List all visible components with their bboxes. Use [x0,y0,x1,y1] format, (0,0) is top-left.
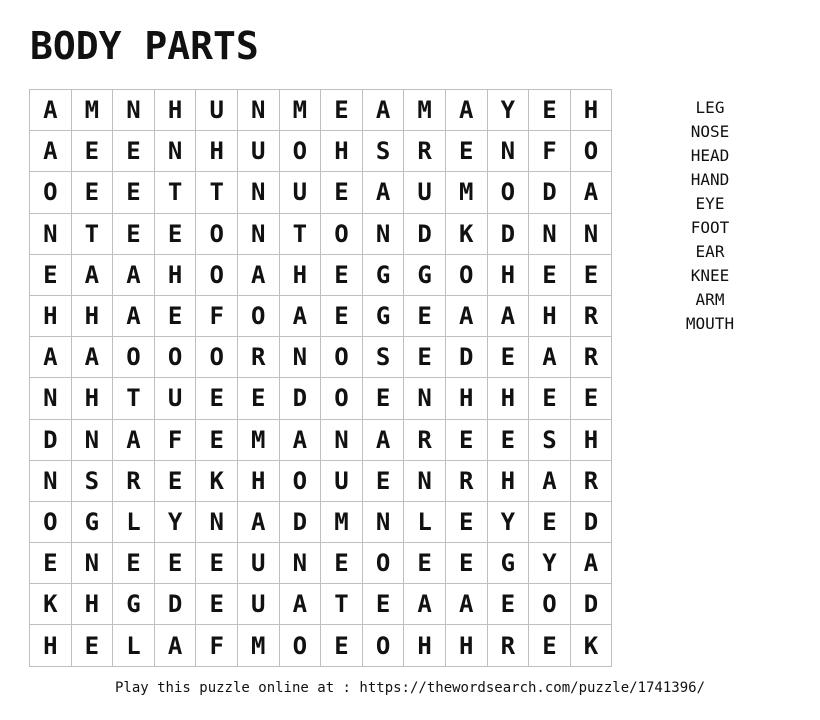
grid-cell[interactable]: U [404,172,446,213]
grid-cell[interactable]: N [362,213,404,254]
grid-cell[interactable]: H [487,254,529,295]
grid-cell[interactable]: D [279,378,321,419]
grid-cell[interactable]: H [487,460,529,501]
grid-cell[interactable]: R [570,337,612,378]
grid-cell[interactable]: E [113,543,155,584]
grid-cell[interactable]: O [196,213,238,254]
grid-cell[interactable]: O [154,337,196,378]
grid-cell[interactable]: O [113,337,155,378]
grid-cell[interactable]: A [529,460,571,501]
grid-cell[interactable]: H [570,90,612,131]
grid-row [30,543,612,584]
grid-row [30,501,612,542]
word-list-item: KNEE [690,266,730,285]
grid-cell[interactable]: F [196,295,238,336]
grid-cell[interactable]: N [321,419,363,460]
grid-cell[interactable]: U [321,460,363,501]
grid-cell[interactable]: N [30,460,72,501]
grid-cell[interactable]: U [237,131,279,172]
grid-cell[interactable]: A [279,584,321,625]
grid-cell[interactable]: E [487,419,529,460]
grid-cell[interactable]: A [445,584,487,625]
grid-cell[interactable]: Y [154,501,196,542]
grid-row [30,378,612,419]
grid-cell[interactable]: L [113,501,155,542]
grid-cell[interactable]: D [529,172,571,213]
word-list-item: LEG [695,98,725,117]
grid-cell[interactable]: N [404,460,446,501]
grid-cell[interactable]: E [487,584,529,625]
grid-cell[interactable]: O [237,295,279,336]
word-list-item: NOSE [690,122,730,141]
grid-cell[interactable]: E [362,378,404,419]
grid-cell[interactable]: E [71,172,113,213]
word-list-item: EAR [695,242,725,261]
grid-cell[interactable]: H [196,131,238,172]
grid-cell[interactable]: O [30,172,72,213]
grid-cell[interactable]: U [154,378,196,419]
grid-cell[interactable]: N [71,543,113,584]
grid-cell[interactable]: H [71,584,113,625]
grid-cell[interactable]: O [529,584,571,625]
grid-cell[interactable]: E [71,625,113,666]
grid-cell[interactable]: E [529,90,571,131]
grid-cell[interactable]: H [154,254,196,295]
grid-row [30,254,612,295]
grid-cell[interactable]: H [529,295,571,336]
grid-cell[interactable]: O [196,254,238,295]
grid-row [30,337,612,378]
grid-cell[interactable]: E [196,584,238,625]
grid-cell[interactable]: Y [529,543,571,584]
grid-cell[interactable]: N [362,501,404,542]
grid-cell[interactable]: O [445,254,487,295]
grid-row [30,213,612,254]
grid-cell[interactable]: T [279,213,321,254]
grid-cell[interactable]: H [71,378,113,419]
grid-cell[interactable]: E [529,501,571,542]
grid-cell[interactable]: R [570,295,612,336]
grid-cell[interactable]: U [196,90,238,131]
grid-cell[interactable]: A [30,90,72,131]
grid-cell[interactable]: R [487,625,529,666]
grid-cell[interactable]: O [321,378,363,419]
grid-cell[interactable]: R [445,460,487,501]
grid-cell[interactable]: E [445,131,487,172]
grid-cell[interactable]: T [321,584,363,625]
grid-cell[interactable]: A [404,584,446,625]
grid-cell[interactable]: E [404,337,446,378]
grid-cell[interactable]: A [71,337,113,378]
grid-cell[interactable]: E [445,543,487,584]
grid-cell[interactable]: O [487,172,529,213]
grid-row [30,90,612,131]
grid-cell[interactable]: E [154,460,196,501]
word-list-item: FOOT [690,218,730,237]
grid-cell[interactable]: M [404,90,446,131]
grid-cell[interactable]: N [279,543,321,584]
grid-cell[interactable]: E [321,543,363,584]
word-list-item: HEAD [690,146,730,165]
grid-cell[interactable]: H [445,625,487,666]
grid-cell[interactable]: O [321,337,363,378]
grid-cell[interactable]: E [529,625,571,666]
grid-cell[interactable]: H [154,90,196,131]
grid-cell[interactable]: H [487,378,529,419]
grid-cell[interactable]: E [71,131,113,172]
grid-cell[interactable]: T [71,213,113,254]
grid-cell[interactable]: A [487,295,529,336]
grid-cell[interactable]: E [404,295,446,336]
grid-cell[interactable]: R [113,460,155,501]
grid-row [30,131,612,172]
word-list-item: MOUTH [685,314,735,333]
grid-cell[interactable]: O [362,543,404,584]
grid-cell[interactable]: D [404,213,446,254]
grid-cell[interactable]: N [279,337,321,378]
grid-cell[interactable]: A [445,295,487,336]
grid-cell[interactable]: H [445,378,487,419]
grid-cell[interactable]: F [196,625,238,666]
grid-cell[interactable]: H [321,131,363,172]
grid-cell[interactable]: R [237,337,279,378]
grid-cell[interactable]: A [279,295,321,336]
grid-cell[interactable]: N [487,131,529,172]
grid-cell[interactable]: N [237,90,279,131]
grid-cell[interactable]: G [404,254,446,295]
grid-cell[interactable]: U [237,543,279,584]
grid-cell[interactable]: E [321,295,363,336]
grid-cell[interactable]: S [362,337,404,378]
grid-cell[interactable]: E [154,543,196,584]
grid-cell[interactable]: G [362,254,404,295]
grid-cell[interactable]: K [445,213,487,254]
grid-cell[interactable]: A [445,90,487,131]
grid-cell[interactable]: T [113,378,155,419]
grid-cell[interactable]: N [529,213,571,254]
grid-cell[interactable]: A [30,337,72,378]
grid-cell[interactable]: H [237,460,279,501]
grid-row [30,295,612,336]
grid-cell[interactable]: A [279,419,321,460]
grid-cell[interactable]: E [570,254,612,295]
grid-cell[interactable]: R [404,131,446,172]
grid-cell[interactable]: E [30,254,72,295]
grid-cell[interactable]: D [154,584,196,625]
grid-cell[interactable]: O [321,213,363,254]
grid-cell[interactable]: U [237,584,279,625]
grid-cell[interactable]: A [362,172,404,213]
grid-cell[interactable]: G [362,295,404,336]
grid-cell[interactable]: A [529,337,571,378]
grid-cell[interactable]: O [570,131,612,172]
grid-cell[interactable]: M [71,90,113,131]
grid-cell[interactable]: A [113,295,155,336]
grid-cell[interactable]: L [113,625,155,666]
grid-cell[interactable]: Y [487,90,529,131]
grid-cell[interactable]: N [237,172,279,213]
grid-cell[interactable]: E [237,378,279,419]
grid-cell[interactable]: K [30,584,72,625]
word-list-item: ARM [695,290,725,309]
grid-cell[interactable]: H [404,625,446,666]
grid-cell[interactable]: D [570,584,612,625]
grid-cell[interactable]: N [570,213,612,254]
grid-cell[interactable]: E [445,501,487,542]
grid-cell[interactable]: E [362,460,404,501]
grid-cell[interactable]: D [487,213,529,254]
grid-cell[interactable]: D [279,501,321,542]
grid-cell[interactable]: H [71,295,113,336]
grid-row [30,172,612,213]
grid-cell[interactable]: N [404,378,446,419]
grid-cell[interactable]: E [154,213,196,254]
grid-cell[interactable]: A [71,254,113,295]
grid-cell[interactable]: E [487,337,529,378]
grid-cell[interactable]: A [362,90,404,131]
grid-cell[interactable]: M [445,172,487,213]
grid-cell[interactable]: H [30,295,72,336]
grid-cell[interactable]: E [196,543,238,584]
grid-cell[interactable]: O [279,625,321,666]
grid-cell[interactable]: S [71,460,113,501]
grid-cell[interactable]: E [321,172,363,213]
grid-cell[interactable]: K [570,625,612,666]
grid-cell[interactable]: E [113,172,155,213]
grid-cell[interactable]: N [237,213,279,254]
grid-row [30,419,612,460]
grid-cell[interactable]: E [30,543,72,584]
grid-cell[interactable]: O [279,460,321,501]
grid-cell[interactable]: E [196,378,238,419]
grid-cell[interactable]: R [404,419,446,460]
grid-cell[interactable]: N [196,501,238,542]
word-list-item: HAND [690,170,730,189]
grid-cell[interactable]: M [237,625,279,666]
grid-cell[interactable]: A [154,625,196,666]
grid-cell[interactable]: F [529,131,571,172]
grid-cell[interactable]: G [113,584,155,625]
grid-cell[interactable]: O [362,625,404,666]
grid-cell[interactable]: L [404,501,446,542]
grid-cell[interactable]: N [113,90,155,131]
grid-cell[interactable]: N [30,213,72,254]
grid-cell[interactable]: K [196,460,238,501]
grid-cell[interactable]: E [570,378,612,419]
grid-cell[interactable]: D [30,419,72,460]
grid-cell[interactable]: O [279,131,321,172]
grid-cell[interactable]: E [529,378,571,419]
grid-cell[interactable]: E [113,213,155,254]
grid-cell[interactable]: N [154,131,196,172]
grid-cell[interactable]: A [113,254,155,295]
grid-cell[interactable]: E [321,254,363,295]
grid-cell[interactable]: U [279,172,321,213]
grid-row [30,460,612,501]
grid-cell[interactable]: E [154,295,196,336]
grid-cell[interactable]: E [196,419,238,460]
grid-cell[interactable]: A [237,501,279,542]
grid-cell[interactable]: A [113,419,155,460]
grid-row [30,584,612,625]
grid-cell[interactable]: S [529,419,571,460]
grid-cell[interactable]: A [362,419,404,460]
grid-cell[interactable]: M [237,419,279,460]
grid-cell[interactable]: A [30,131,72,172]
grid-cell[interactable]: H [570,419,612,460]
grid-cell[interactable]: A [570,172,612,213]
word-list-item: EYE [695,194,725,213]
grid-cell[interactable]: E [321,90,363,131]
grid-cell[interactable]: T [196,172,238,213]
grid-cell[interactable]: E [445,419,487,460]
grid-cell[interactable]: E [321,625,363,666]
grid-cell[interactable]: E [113,131,155,172]
grid-cell[interactable]: Y [487,501,529,542]
grid-cell[interactable]: S [362,131,404,172]
grid-row [30,625,612,666]
letter-grid[interactable] [29,89,612,667]
grid-cell[interactable]: H [279,254,321,295]
puzzle-title: BODY PARTS [30,24,259,68]
grid-cell[interactable]: F [154,419,196,460]
footer-link-text: Play this puzzle online at : https://thewordsearch.com/puzzle/1741396/ [114,680,705,696]
grid-cell[interactable]: A [237,254,279,295]
grid-cell[interactable]: E [529,254,571,295]
grid-cell[interactable]: E [362,584,404,625]
grid-cell[interactable]: D [570,501,612,542]
grid-cell[interactable]: N [30,378,72,419]
grid-cell[interactable]: G [487,543,529,584]
grid-cell[interactable]: T [154,172,196,213]
word-list [670,96,750,336]
grid-cell[interactable]: H [30,625,72,666]
grid-cell[interactable]: R [570,460,612,501]
grid-cell[interactable]: O [196,337,238,378]
grid-cell[interactable]: O [30,501,72,542]
grid-cell[interactable]: D [445,337,487,378]
grid-cell[interactable]: G [71,501,113,542]
grid-cell[interactable]: M [279,90,321,131]
grid-cell[interactable]: N [71,419,113,460]
grid-cell[interactable]: E [404,543,446,584]
grid-cell[interactable]: A [570,543,612,584]
grid-cell[interactable]: M [321,501,363,542]
